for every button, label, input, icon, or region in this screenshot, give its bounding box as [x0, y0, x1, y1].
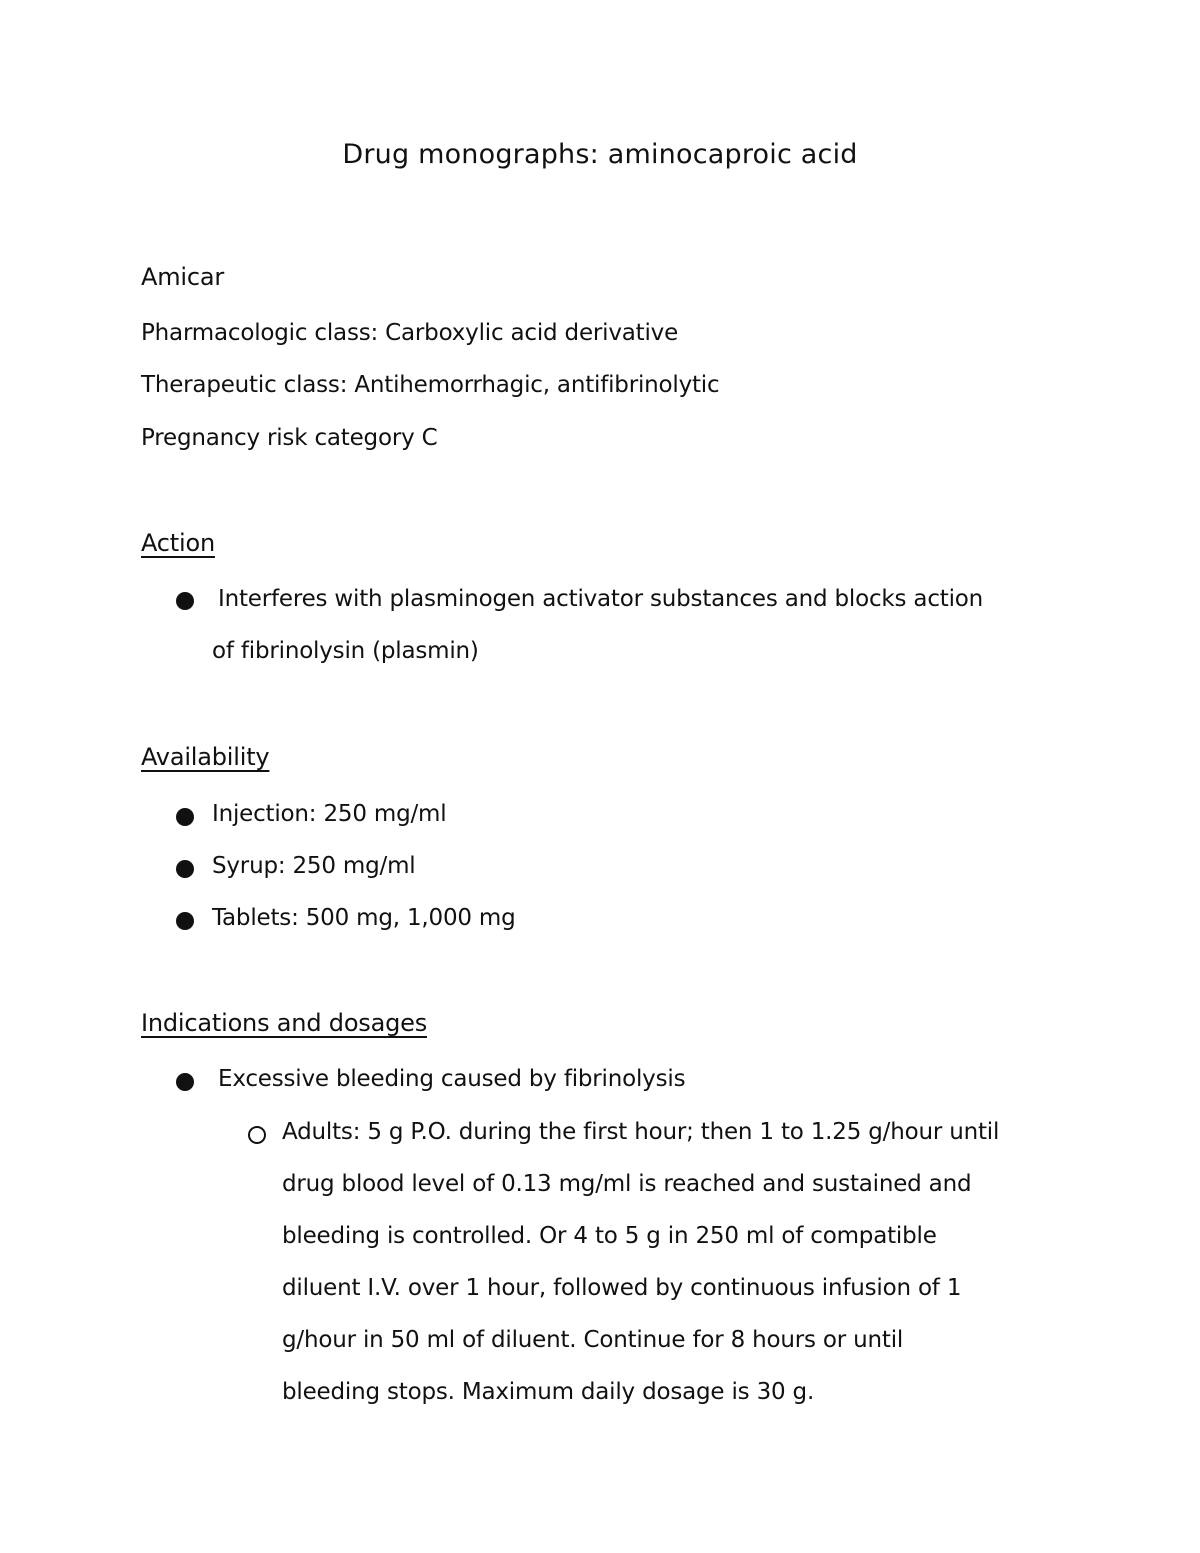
- bullet-icon: [176, 1073, 194, 1091]
- dosage-line: bleeding is controlled. Or 4 to 5 g in 250 ml of compatible: [282, 1223, 937, 1249]
- availability-item-tablets: Tablets: 500 mg, 1,000 mg: [212, 905, 516, 931]
- pregnancy-category: Pregnancy risk category C: [141, 425, 438, 451]
- bullet-icon: [176, 808, 194, 826]
- indications-heading: Indications and dosages: [141, 1009, 428, 1037]
- indication-item: Excessive bleeding caused by fibrinolysis: [218, 1066, 686, 1092]
- action-heading: Action: [141, 529, 215, 557]
- availability-item-injection: Injection: 250 mg/ml: [212, 801, 447, 827]
- bullet-icon: [176, 860, 194, 878]
- bullet-icon: [176, 592, 194, 610]
- therapeutic-class: Therapeutic class: Antihemorrhagic, antifibrinolytic: [141, 372, 720, 398]
- dosage-line: diluent I.V. over 1 hour, followed by continuous infusion of 1: [282, 1275, 962, 1301]
- action-item-line-1: Interferes with plasminogen activator substances and blocks action: [218, 586, 984, 612]
- dosage-line: Adults: 5 g P.O. during the first hour; then 1 to 1.25 g/hour until: [282, 1119, 1000, 1145]
- pharmacologic-class: Pharmacologic class: Carboxylic acid derivative: [141, 320, 679, 346]
- action-item-line-2: of fibrinolysin (plasmin): [212, 638, 479, 664]
- dosage-line: bleeding stops. Maximum daily dosage is 30 g.: [282, 1379, 815, 1405]
- dosage-line: drug blood level of 0.13 mg/ml is reached and sustained and: [282, 1171, 972, 1197]
- bullet-icon: [176, 912, 194, 930]
- dosage-line: g/hour in 50 ml of diluent. Continue for 8 hours or until: [282, 1327, 904, 1353]
- page-title: Drug monographs: aminocaproic acid: [342, 139, 858, 170]
- hollow-circle-bullet-icon: [248, 1126, 266, 1144]
- availability-item-syrup: Syrup: 250 mg/ml: [212, 853, 416, 879]
- availability-heading: Availability: [141, 743, 270, 771]
- drug-name: Amicar: [141, 263, 225, 291]
